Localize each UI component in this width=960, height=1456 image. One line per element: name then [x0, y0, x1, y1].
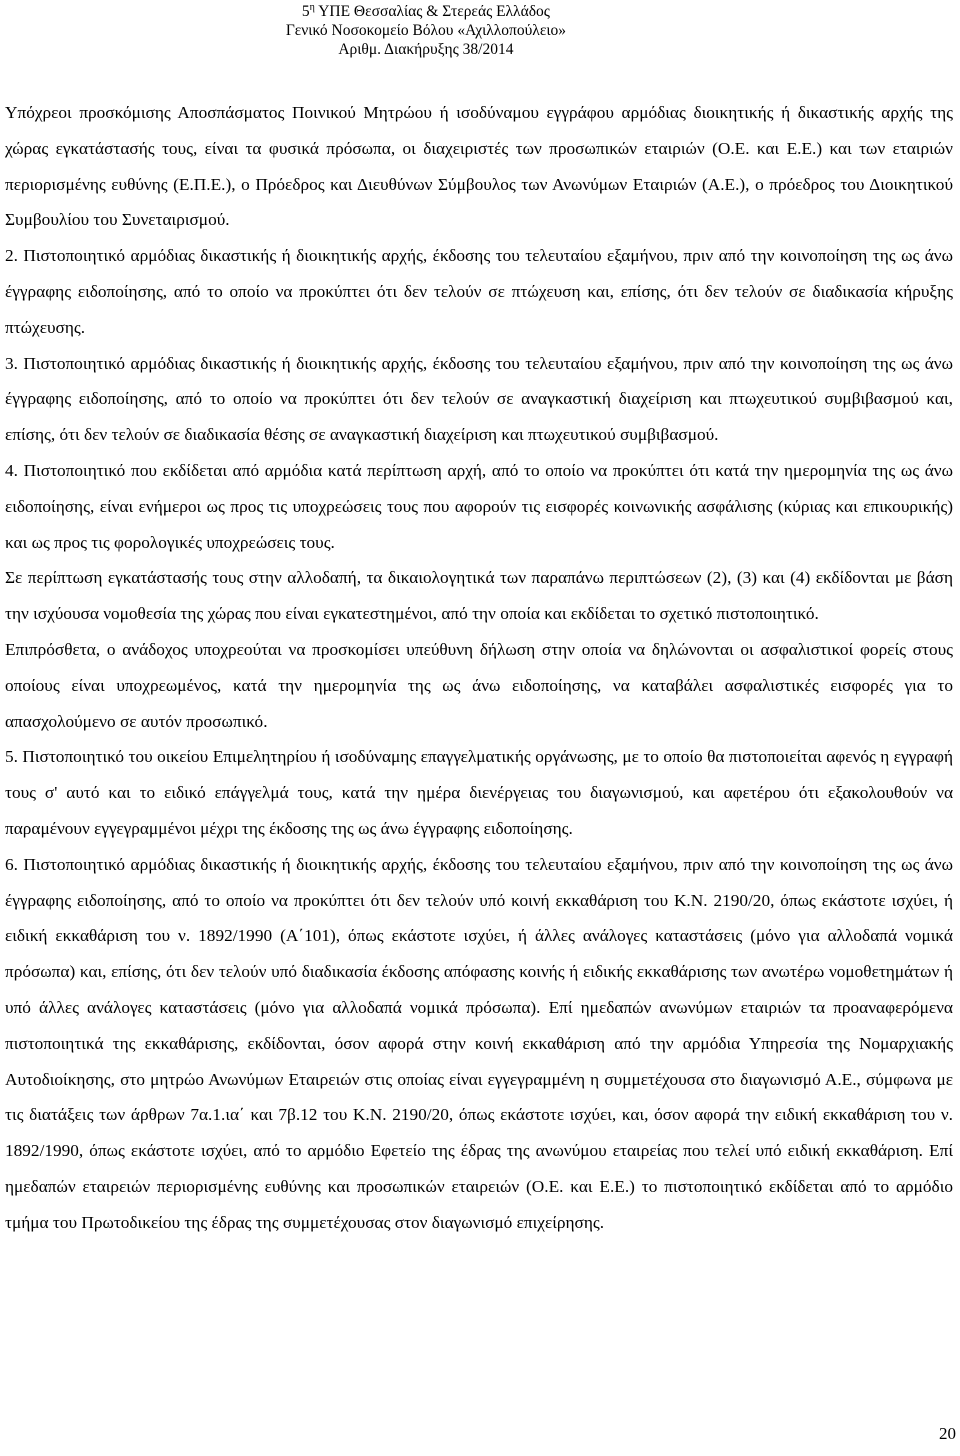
paragraph-item-4-social-security: 4. Πιστοποιητικό που εκδίδεται από αρμόδια κατά περίπτωση αρχή, από το οποίο να προκύπτει ότι κατά την ημερομηνία της ως άνω ειδοποίησης, είναι ενήμεροι ως προς τις υποχρεώσεις τους που αφορούν τις εισφορές κοινωνικής ασφάλισης (κύριας και επικουρικής) και ως προς τις φορολογικές υποχρεώσεις τους. [5, 460, 953, 552]
paragraph-obligated-persons: Υπόχρεοι προσκόμισης Αποσπάσματος Ποινικού Μητρώου ή ισοδύναμου εγγράφου αρμόδιας διοικητικής ή δικαστικής αρχής της χώρας εγκατάστασής τους, είναι τα φυσικά πρόσωπα, οι διαχειριστές των προσωπικών εταιριών (Ο.Ε. και Ε.Ε.) και των εταιριών περιορισμένης ευθύνης (Ε.Π.Ε.), ο Πρόεδρος και Διευθύνων Σύμβουλος των Ανωνύμων Εταιριών (Α.Ε.), ο πρόεδρος του Διοικητικού Συμβουλίου του Συνεταιρισμού. [5, 103, 953, 230]
document-header [286, 2, 566, 59]
paragraph-item-3-compulsory-administration: 3. Πιστοποιητικό αρμόδιας δικαστικής ή διοικητικής αρχής, έκδοσης του τελευταίου εξαμήνου, πριν από την κοινοποίηση της ως άνω έγγραφης ειδοποίησης, από το οποίο να προκύπτει ότι δεν τελούν σε αναγκαστική διαχείριση και πτωχευτικού συμβιβασμού και, επίσης, ότι δεν τελούν σε διαδικασία θέσης σε αναγκαστική διαχείριση και πτωχευτικού συμβιβασμού. [5, 353, 953, 445]
paragraph-item-5-chamber-certificate: 5. Πιστοποιητικό του οικείου Επιμελητηρίου ή ισοδύναμης επαγγελματικής οργάνωσης, με το οποίο θα πιστοποιείται αφενός η εγγραφή τους σ' αυτό και το ειδικό επάγγελμά τους, κατά την ημέρα διενέργειας του διαγωνισμού, και αφετέρου ότι εξακολουθούν να παραμένουν εγγεγραμμένοι μέχρι της έκδοσης της ως άνω έγγραφης ειδοποίησης. [5, 747, 953, 838]
header-line-authority [286, 2, 566, 21]
header-authority-number: 5 [301, 3, 310, 20]
paragraph-item-6-liquidation: 6. Πιστοποιητικό αρμόδιας δικαστικής ή διοικητικής αρχής, έκδοσης του τελευταίου εξαμήνου, πριν από την κοινοποίηση της ως άνω έγγραφης ειδοποίησης, από το οποίο να προκύπτει ότι δεν τελούν υπό κοινή εκκαθάριση του Κ.Ν. 2190/20, όπως εκάστοτε ισχύει, ή ειδική εκκαθάριση του ν. 1892/1990 (Α΄101), όπως εκάστοτε ισχύει, ή άλλες ανάλογες καταστάσεις (μόνο για αλλοδαπά νομικά πρόσωπα) και, επίσης, ότι δεν τελούν υπό διαδικασία έκδοσης απόφασης κοινής ή ειδικής εκκαθάρισης των ανωτέρω νομοθετημάτων ή υπό άλλες ανάλογες καταστάσεις (μόνο για αλλοδαπά νομικά πρόσωπα). Επί ημεδαπών ανωνύμων εταιριών τα προαναφερόμενα πιστοποιητικά της εκκαθάρισης, εκδίδονται, όσον αφορά στην κοινή εκκαθάριση από την αρμόδια Υπηρεσία της Νομαρχιακής Αυτοδιοίκησης, στο μητρώο Ανωνύμων Εταιρειών στις οποίας είναι εγγεγραμμένη η συμμετέχουσα στο διαγωνισμό Α.Ε., σύμφωνα με τις διατάξεις των άρθρων 7α.1.ια΄ και 7β.12 του Κ.Ν. 2190/20, όπως εκάστοτε ισχύει, και, όσον αφορά την ειδική εκκαθάριση του ν. 1892/1990, όπως εκάστοτε ισχύει, από το αρμόδιο Εφετείο της έδρας της ανωνύμου εταιρείας που τελεί υπό ειδική εκκαθάριση. Επί ημεδαπών εταιρειών περιορισμένης ευθύνης και προσωπικών εταιρειών (Ο.Ε. και Ε.Ε.) το πιστοποιητικό εκδίδεται από το αρμόδιο τμήμα του Πρωτοδικείου της έδρας της συμμετέχουσας στον διαγωνισμό επιχείρησης. [5, 854, 953, 1232]
document-body [5, 95, 953, 1241]
header-authority-ordinal: η [309, 1, 315, 13]
paragraph-insurance-declaration: Επιπρόσθετα, ο ανάδοχος υποχρεούται να προσκομίσει υπεύθυνη δήλωση στην οποία να δηλώνονται οι ασφαλιστικοί φορείς στους οποίους είναι υποχρεωμένος, κατά την ημερομηνία της ως άνω ειδοποίησης, να καταβάλει ασφαλιστικές εισφορές για το απασχολούμενο σε αυτόν προσωπικό. [5, 639, 953, 731]
page-number: 20 [939, 1424, 956, 1443]
header-authority-name: ΥΠΕ Θεσσαλίας & Στερεάς Ελλάδος [314, 3, 550, 20]
header-line-tender-number: Αριθμ. Διακήρυξης 38/2014 [338, 41, 514, 58]
paragraph-item-2-bankruptcy: 2. Πιστοποιητικό αρμόδιας δικαστικής ή διοικητικής αρχής, έκδοσης του τελευταίου εξαμήνου, πριν από την κοινοποίηση της ως άνω έγγραφης ειδοποίησης, από το οποίο να προκύπτει ότι δεν τελούν σε πτώχευση και, επίσης, ότι δεν τελούν σε διαδικασία κήρυξης πτώχευσης. [5, 246, 953, 337]
paragraph-foreign-establishment: Σε περίπτωση εγκατάστασής τους στην αλλοδαπή, τα δικαιολογητικά των παραπάνω περιπτώσεων (2), (3) και (4) εκδίδονται με βάση την ισχύουσα νομοθεσία της χώρας που είναι εγκατεστημένοι, από την οποία και εκδίδεται το σχετικό πιστοποιητικό. [5, 568, 953, 624]
header-line-hospital: Γενικό Νοσοκομείο Βόλου «Αχιλλοπούλειο» [285, 22, 566, 39]
